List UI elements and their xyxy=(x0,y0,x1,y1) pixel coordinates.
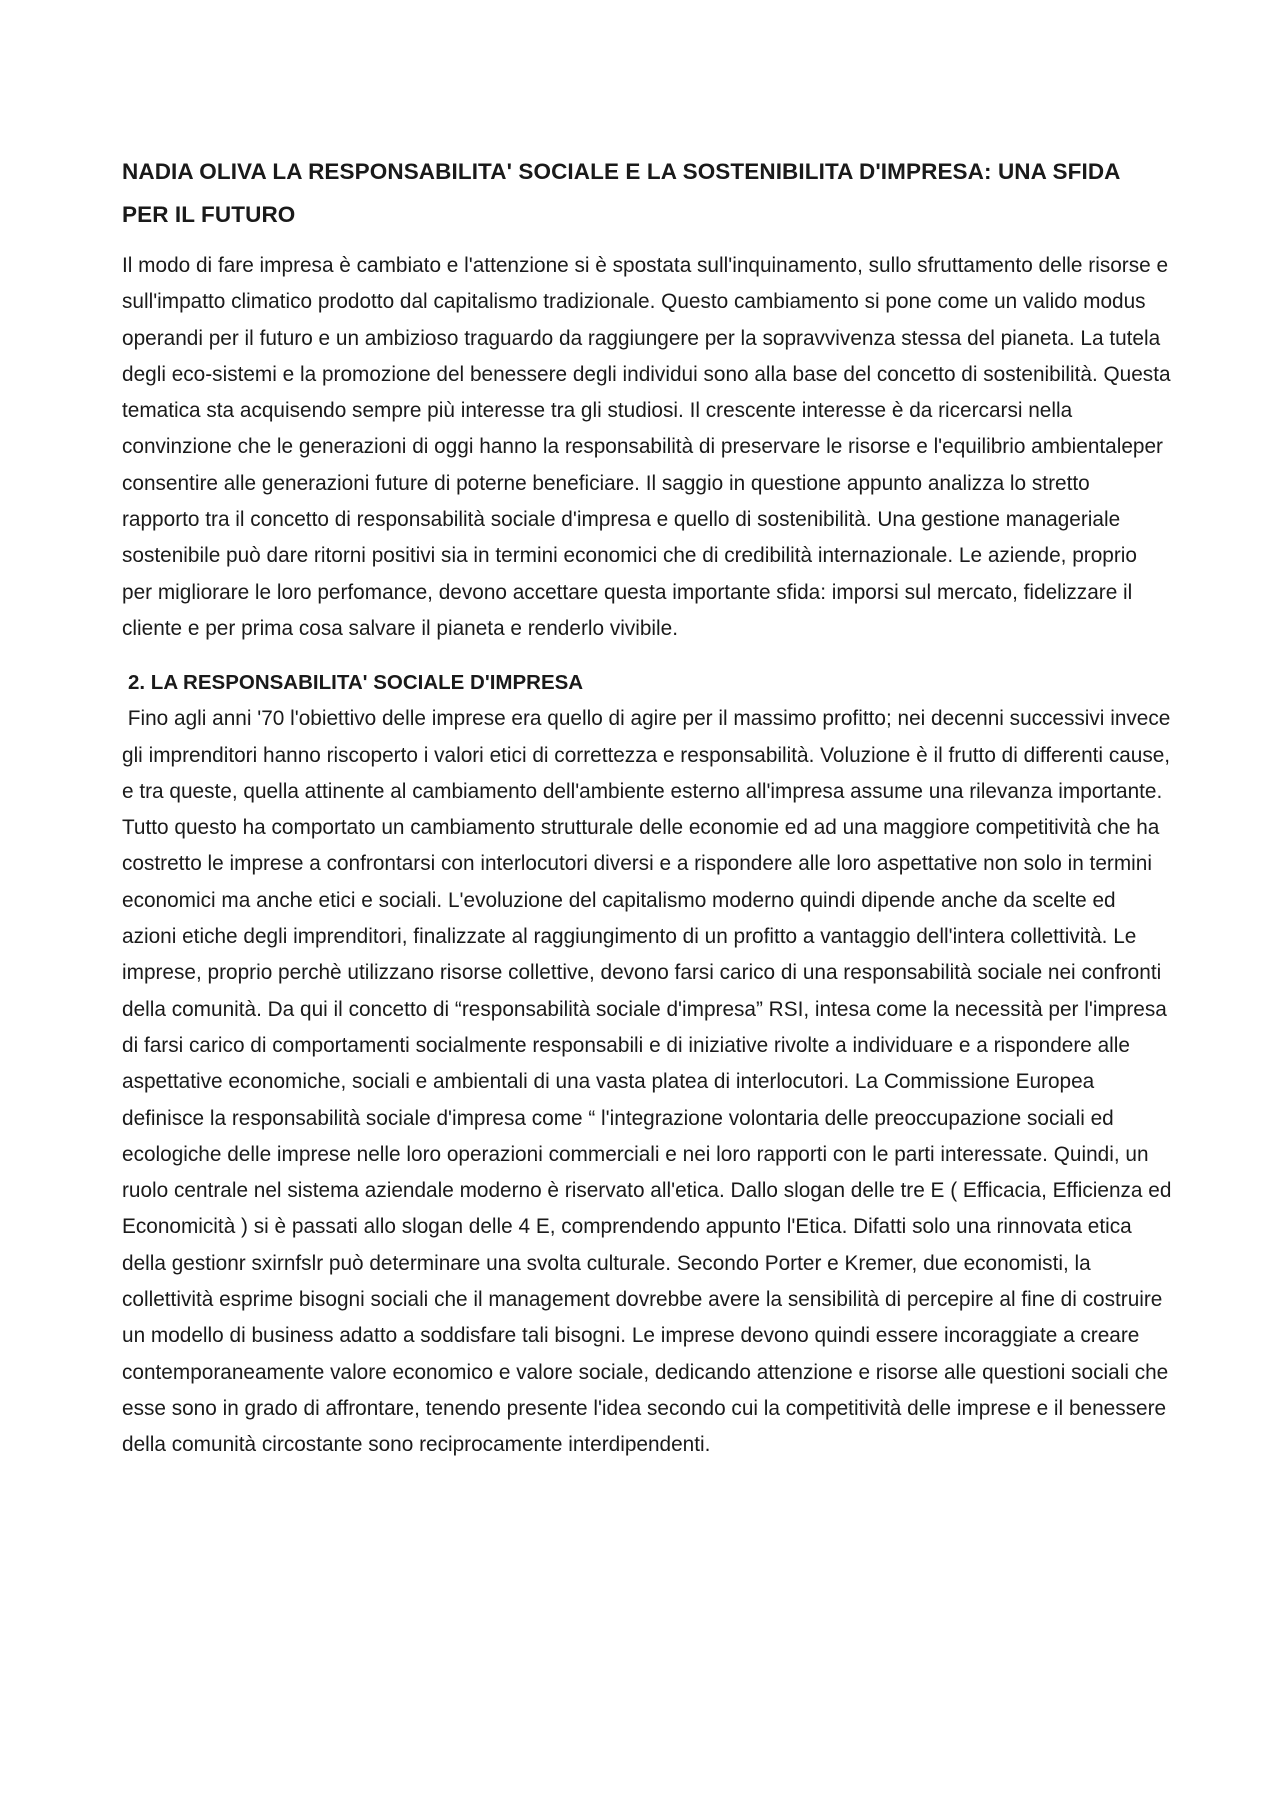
section-heading: 2. LA RESPONSABILITA' SOCIALE D'IMPRESA xyxy=(128,671,584,695)
document-page xyxy=(122,150,1178,1464)
section-body-paragraph: Fino agli anni '70 l'obiettivo delle imprese era quello di agire per il massimo profitto; nei decenni successivi invece gli imprenditori hanno riscoperto i valori etici di correttezza e responsabilità. Voluzione è il frutto di differenti cause, e tra queste, quella attinente al cambiamento dell'ambiente esterno all'impresa assume una rilevanza importante. Tutto questo ha comportato un cambiamento strutturale delle economie ed ad una maggiore competitività che ha costretto le imprese a confrontarsi con interlocutori diversi e a rispondere alle loro aspettative non solo in termini economici ma anche etici e sociali. L'evoluzione del capitalismo moderno quindi dipende anche da scelte ed azioni etiche degli imprenditori, finalizzate al raggiungimento di un profitto a vantaggio dell'intera collettività. Le imprese, proprio perchè utilizzano risorse collettive, devono farsi carico di una responsabilità sociale nei confronti della comunità. Da qui il concetto di “responsabilità sociale d'impresa” RSI, intesa come la necessità per l'impresa di farsi carico di comportamenti socialmente responsabili e di iniziative rivolte a individuare e a rispondere alle aspettative economiche, sociali e ambientali di una vasta platea di interlocutori. La Commissione Europea definisce la responsabilità sociale d'impresa come “ l'integrazione volontaria delle preoccupazione sociali ed ecologiche delle imprese nelle loro operazioni commerciali e nei loro rapporti con le parti interessate. Quindi, un ruolo centrale nel sistema aziendale moderno è riservato all'etica. Dallo slogan delle tre E ( Efficacia, Efficienza ed Economicità ) si è passati allo slogan delle 4 E, comprendendo appunto l'Etica. Difatti solo una rinnovata etica della gestionr sxirnfslr può determinare una svolta culturale. Secondo Porter e Kremer, due economisti, la collettività esprime bisogni sociali che il management dovrebbe avere la sensibilità di percepire al fine di costruire un modello di business adatto a soddisfare tali bisogni. Le imprese devono quindi essere incoraggiate a creare contemporaneamente valore economico e valore sociale, dedicando attenzione e risorse alle questioni sociali che esse sono in grado di affrontare, tenendo presente l'idea secondo cui la competitività delle imprese e il benessere della comunità circostante sono reciprocamente interdipendenti. xyxy=(122,707,1178,1457)
intro-paragraph: Il modo di fare impresa è cambiato e l'attenzione si è spostata sull'inquinamento, sullo sfruttamento delle risorse e sull'impatto climatico prodotto dal capitalismo tradizionale. Questo cambiamento si pone come un valido modus operandi per il futuro e un ambizioso traguardo da raggiungere per la sopravvivenza stessa del pianeta. La tutela degli eco-sistemi e la promozione del benessere degli individui sono alla base del concetto di sostenibilità. Questa tematica sta acquisendo sempre più interesse tra gli studiosi. Il crescente interesse è da ricercarsi nella convinzione che le generazioni di oggi hanno la responsabilità di preservare le risorse e l'equilibrio ambientaleper consentire alle generazioni future di poterne beneficiare. Il saggio in questione appunto analizza lo stretto rapporto tra il concetto di responsabilità sociale d'impresa e quello di sostenibilità. Una gestione manageriale sostenibile può dare ritorni positivi sia in termini economici che di credibilità internazionale. Le aziende, proprio per migliorare le loro perfomance, devono accettare questa importante sfida: imporsi sul mercato, fidelizzare il cliente e per prima cosa salvare il pianeta e renderlo vivibile. xyxy=(122,254,1171,640)
document-title: NADIA OLIVA LA RESPONSABILITA' SOCIALE E LA SOSTENIBILITA D'IMPRESA: UNA SFIDA PER IL FUTURO xyxy=(122,159,1120,227)
